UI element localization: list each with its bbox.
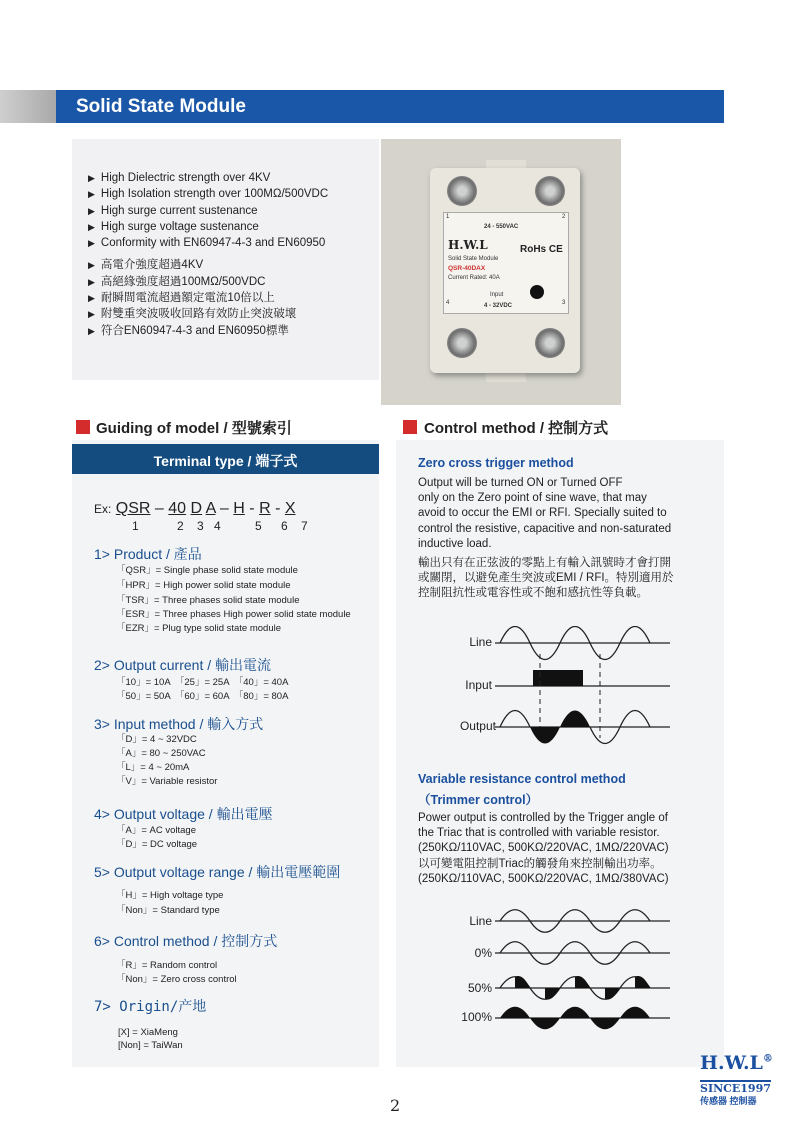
wave-label-input: Input	[465, 678, 492, 692]
bullet-icon: ▶	[88, 173, 95, 183]
example-index: 1	[132, 519, 139, 533]
guide-section-title: Guiding of model / 型號索引	[96, 420, 292, 437]
screw-icon	[535, 176, 565, 206]
variable-title: Variable resistance control method	[418, 772, 626, 786]
group-item: 「D」= DC voltage	[116, 839, 198, 850]
trimmer-waveform	[495, 906, 675, 1031]
list-item: ▶ 附雙重突波吸收回路有效防止突波破壞	[88, 308, 297, 321]
brand-since: SINCE1997	[700, 1082, 771, 1095]
group-title-voltage-range: 5> Output voltage range / 輸出電壓範圍	[94, 864, 341, 880]
zero-cross-desc: Output will be turned ON or Turned OFF only on the Zero point of sine wave, that may avoid to occur the EMI or RFI. Specially suited to control the resistive, capacitive and non-saturated inductive load.	[418, 477, 672, 550]
group-item: 「H」= High voltage type	[116, 890, 224, 901]
wave-label-line: Line	[469, 635, 492, 649]
page-number: 2	[390, 1096, 401, 1115]
example-index: 2	[177, 519, 184, 533]
zero-cross-waveform	[495, 626, 675, 746]
bullet-icon: ▶	[88, 309, 95, 320]
page-title: Solid State Module	[76, 96, 246, 117]
screw-icon	[447, 328, 477, 358]
group-item: 「10」= 10A 「25」= 25A 「40」= 40A	[116, 677, 289, 688]
label-model: QSR-40DAX	[448, 265, 486, 272]
example-model: Ex: QSR – 40 D A – H - R - X	[94, 500, 296, 517]
wave-label-0pct: 0%	[474, 946, 492, 960]
terminal-title: Terminal type / 端子式	[153, 453, 298, 469]
group-item: 「ESR」= Three phases High power solid state module	[116, 609, 351, 620]
group-item: 「50」= 50A 「60」= 60A 「80」= 80A	[116, 691, 289, 702]
group-title-input-method: 3> Input method / 輸入方式	[94, 716, 264, 732]
features-list	[88, 170, 378, 339]
variable-subtitle: （Trimmer control）	[418, 793, 539, 807]
screw-icon	[535, 328, 565, 358]
bullet-icon: ▶	[88, 325, 95, 336]
list-item: ▶ High Isolation strength over 100MΩ/500VDC	[88, 188, 329, 201]
group-item: 「A」= AC voltage	[116, 825, 196, 836]
list-item: ▶ High surge voltage sustenance	[88, 220, 259, 233]
group-item: 「L」= 4 ~ 20mA	[116, 762, 190, 773]
group-item: 「D」= 4 ~ 32VDC	[116, 734, 197, 745]
group-item: [Non] = TaiWan	[118, 1040, 183, 1051]
brand-logo: H.W.L®	[700, 1052, 773, 1074]
screw-icon	[447, 176, 477, 206]
group-item: 「HPR」= High power solid state module	[116, 580, 291, 591]
wave-label-100pct: 100%	[461, 1010, 492, 1024]
terminal-number: 4	[446, 300, 450, 306]
example-index: 4	[214, 519, 221, 533]
group-item: 「TSR」= Three phases solid state module	[116, 595, 300, 606]
control-section-title: Control method / 控制方式	[424, 420, 609, 437]
header-accent	[0, 90, 56, 123]
section-marker-icon	[403, 420, 417, 434]
group-item: 「QSR」= Single phase solid state module	[116, 565, 298, 576]
bullet-icon: ▶	[88, 293, 95, 304]
label-input: Input	[490, 292, 504, 298]
label-brand: H.W.L	[448, 238, 488, 252]
group-item: 「Non」= Standard type	[116, 905, 220, 916]
label-input-range: 4 - 32VDC	[484, 303, 513, 309]
zero-cross-title: Zero cross trigger method	[418, 456, 574, 470]
list-item: ▶ 耐瞬間電流超過額定電流10倍以上	[88, 292, 275, 305]
terminal-number: 2	[562, 214, 566, 220]
group-title-output-voltage: 4> Output voltage / 輸出電壓	[94, 806, 273, 822]
trimmer-knob-icon	[530, 285, 544, 299]
bullet-icon: ▶	[88, 205, 95, 216]
list-item: ▶ 符合EN60947-4-3 and EN60950標準	[88, 324, 289, 337]
label-voltage: 24 - 550VAC	[484, 224, 519, 230]
label-rohs: RoHs CE	[520, 244, 563, 255]
group-title-control-method: 6> Control method / 控制方式	[94, 933, 278, 949]
bullet-icon: ▶	[88, 189, 95, 200]
list-item: ▶ Conformity with EN60947-4-3 and EN60950	[88, 237, 326, 250]
group-item: 「EZR」= Plug type solid state module	[116, 623, 282, 634]
label-subtitle: Solid State Module	[448, 256, 499, 262]
group-item: 「R」= Random control	[116, 960, 218, 971]
example-index: 5	[255, 519, 262, 533]
list-item: ▶ 高電介強度超過4KV	[88, 259, 204, 272]
list-item: ▶ High surge current sustenance	[88, 204, 258, 217]
list-item: ▶ High Dielectric strength over 4KV	[88, 172, 271, 184]
group-item: 「V」= Variable resistor	[116, 776, 218, 787]
section-marker-icon	[76, 420, 90, 434]
wave-label-line: Line	[469, 914, 492, 928]
group-title-output-current: 2> Output current / 輸出電流	[94, 657, 272, 673]
example-index: 6	[281, 519, 288, 533]
group-title-origin: 7> Origin/产地	[94, 999, 207, 1015]
group-item: [X] = XiaMeng	[118, 1027, 178, 1038]
group-item: 「Non」= Zero cross control	[116, 974, 237, 985]
wave-label-50pct: 50%	[467, 981, 492, 995]
variable-desc: Power output is controlled by the Trigger angle of the Triac that is controlled with variable resistor. (250KΩ/110VAC, 500KΩ/220VAC, 1MΩ/220VAC) 以可變電阻控制Triac的觸發角來控制輸出功率。 (250KΩ/110VAC, 500KΩ/220VAC, 1MΩ/380VAC)	[418, 812, 669, 885]
brand-subtitle: 传感器 控制器	[700, 1096, 757, 1106]
bullet-icon: ▶	[88, 260, 95, 271]
terminal-number: 1	[446, 214, 450, 220]
bullet-icon: ▶	[88, 221, 95, 232]
example-index: 7	[301, 519, 308, 533]
bullet-icon: ▶	[88, 276, 95, 287]
example-index: 3	[197, 519, 204, 533]
label-current: Current Rated: 40A	[448, 275, 500, 281]
list-item: ▶ 高絕緣強度超過100MΩ/500VDC	[88, 275, 266, 288]
group-title-product: 1> Product / 產品	[94, 546, 202, 562]
bullet-icon: ▶	[88, 238, 95, 249]
terminal-number: 3	[562, 300, 566, 306]
wave-label-output: Output	[459, 719, 496, 733]
zero-cross-desc-zh: 輸出只有在正弦波的零點上有輸入訊號時才會打開 或關閉，以避免產生突波或EMI / RFI。特別適用於 控制阻抗性或電容性或不飽和感抗性等負載。	[418, 557, 674, 600]
group-item: 「A」= 80 ~ 250VAC	[116, 748, 206, 759]
